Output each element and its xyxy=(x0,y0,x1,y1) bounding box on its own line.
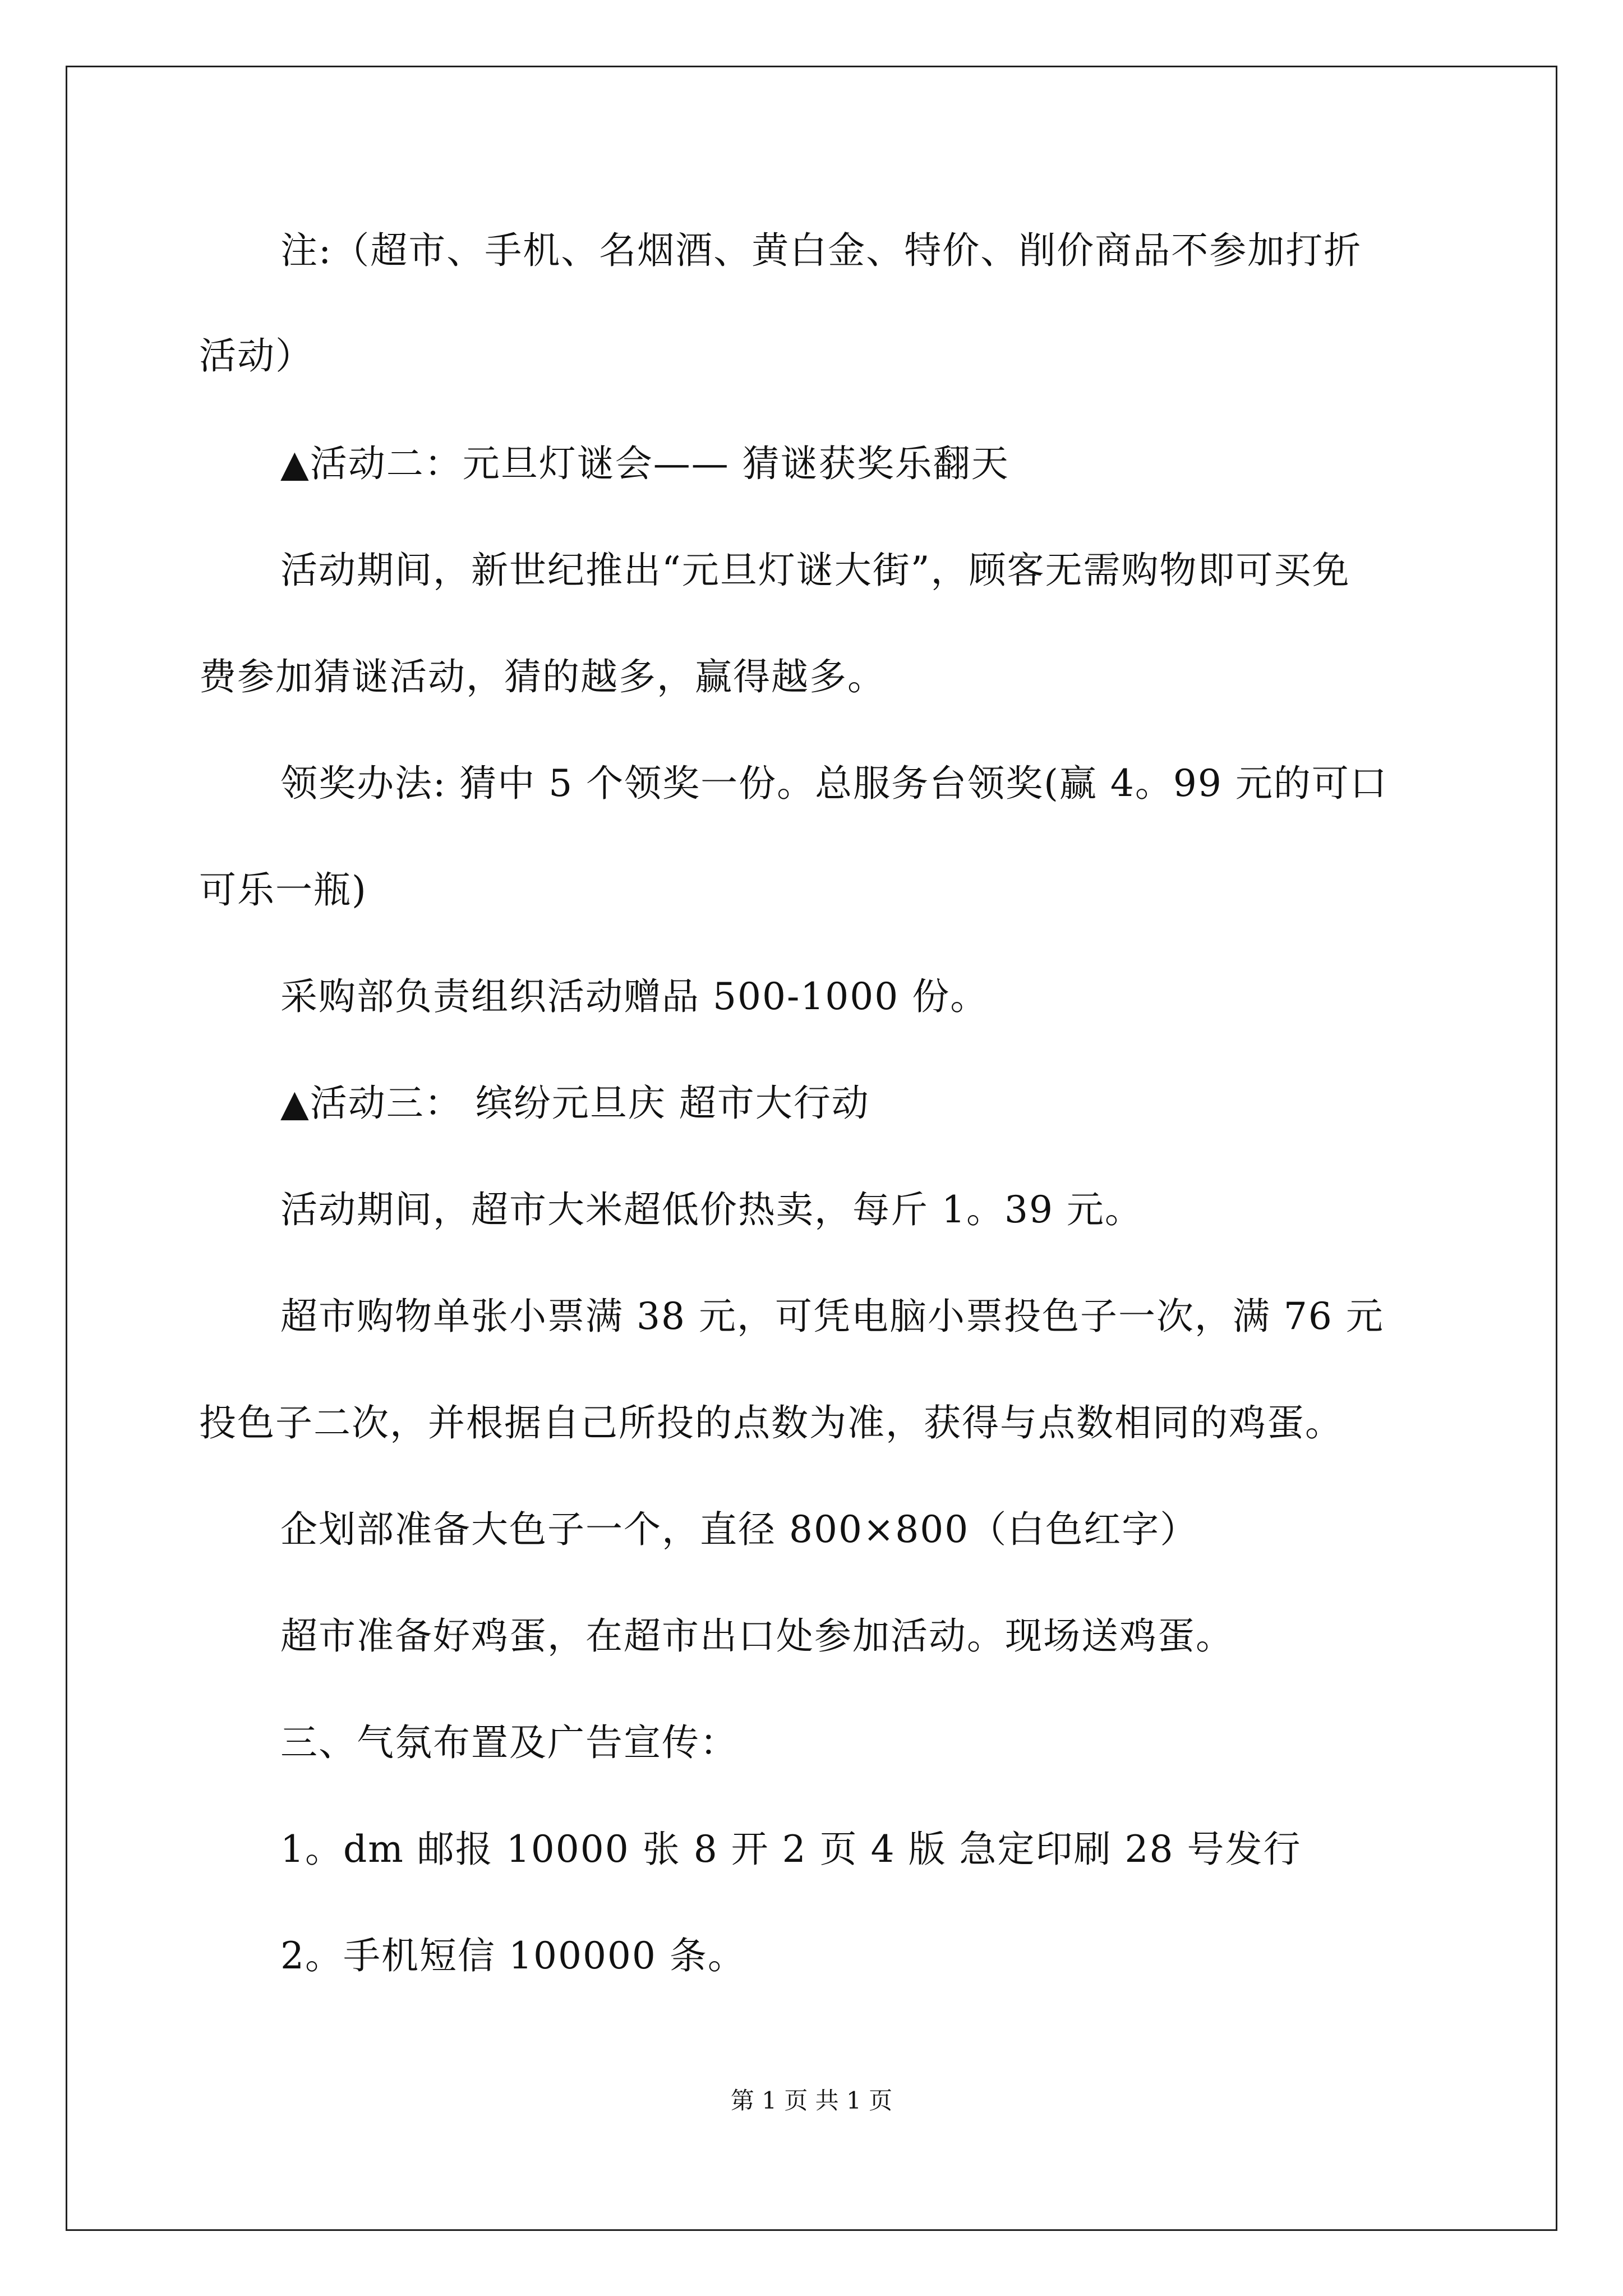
paragraph-note-line1: 注:（超市、手机、名烟酒、黄白金、特价、削价商品不参加打折 xyxy=(280,229,1362,272)
heading-activity-two: ▲活动二：元旦灯谜会—— 猜谜获奖乐翻天 xyxy=(280,442,1009,485)
paragraph-note-line2: 活动） xyxy=(199,334,313,378)
paragraph-purchasing-dept: 采购部负责组织活动赠品 500-1000 份。 xyxy=(280,975,989,1018)
paragraph-rice-sale: 活动期间，超市大米超低价热卖，每斤 1。39 元。 xyxy=(280,1188,1143,1231)
paragraph-activity-two-desc-line1: 活动期间，新世纪推出“元旦灯谜大街”，顾客无需购物即可买免 xyxy=(280,549,1350,592)
paragraph-dice-line2: 投色子二次，并根据自己所投的点数为准，获得与点数相同的鸡蛋。 xyxy=(199,1401,1343,1444)
paragraph-planning-dept: 企划部准备大色子一个，直径 800×800（白色红字） xyxy=(280,1508,1198,1551)
paragraph-activity-two-desc-line2: 费参加猜谜活动，猜的越多，赢得越多。 xyxy=(199,655,886,698)
list-item-sms: 2。手机短信 100000 条。 xyxy=(280,1934,746,1977)
paragraph-eggs: 超市准备好鸡蛋，在超市出口处参加活动。现场送鸡蛋。 xyxy=(280,1614,1234,1658)
heading-activity-three: ▲活动三： 缤纷元旦庆 超市大行动 xyxy=(280,1082,870,1125)
list-item-dm-mail: 1。dm 邮报 10000 张 8 开 2 页 4 版 急定印刷 28 号发行 xyxy=(280,1828,1302,1871)
paragraph-dice-line1: 超市购物单张小票满 38 元，可凭电脑小票投色子一次，满 76 元 xyxy=(280,1295,1384,1338)
heading-section-three: 三、气氛布置及广告宣传： xyxy=(280,1721,738,1764)
page-footer: 第 1 页 共 1 页 xyxy=(730,2087,893,2114)
paragraph-prize-method-line1: 领奖办法: 猜中 5 个领奖一份。总服务台领奖(赢 4。99 元的可口 xyxy=(280,762,1388,805)
paragraph-prize-method-line2: 可乐一瓶) xyxy=(199,868,367,912)
page-border xyxy=(66,66,1557,2231)
